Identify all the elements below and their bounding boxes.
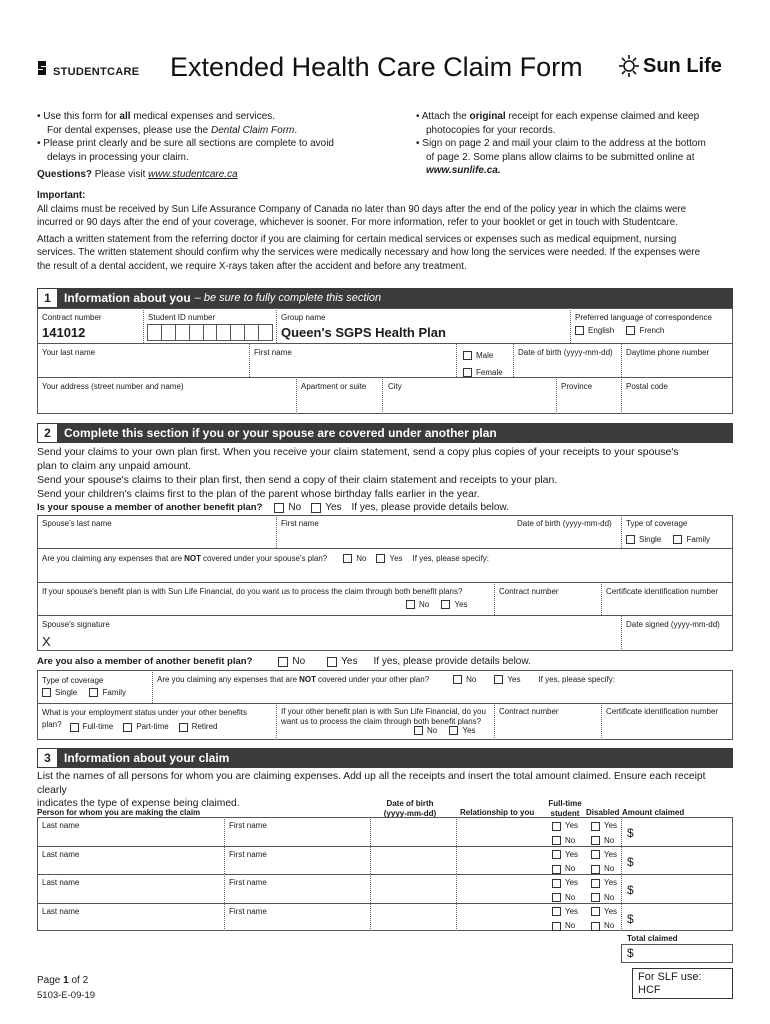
- row-ft-yes[interactable]: Yes: [552, 877, 578, 889]
- spouse-sig-label: Spouse's signature: [42, 620, 110, 629]
- other-family-checkbox[interactable]: Family: [89, 688, 126, 697]
- spouse-plan-no[interactable]: No: [274, 502, 301, 513]
- other-single-checkbox[interactable]: Single: [42, 688, 77, 697]
- row-ft-no[interactable]: No: [552, 920, 575, 932]
- spouse-family-checkbox[interactable]: Family: [673, 535, 710, 544]
- form-code: 5103-E-09-19: [37, 990, 96, 1001]
- contract-number-value[interactable]: 141012: [42, 325, 86, 340]
- other-sunlife-options: [414, 726, 486, 737]
- sun-icon: [618, 54, 640, 78]
- form-title: Extended Health Care Claim Form: [170, 52, 583, 82]
- sunlife-logo-text: Sun Life: [643, 54, 722, 77]
- important-label: Important:: [37, 190, 86, 201]
- full-time-checkbox[interactable]: Full-time: [70, 722, 114, 732]
- section-3-number: 3: [37, 748, 58, 768]
- row-first-name-label: First name: [229, 878, 267, 887]
- phone-label: Daytime phone number: [626, 348, 710, 357]
- intro-left: [37, 110, 397, 182]
- other-coverage-options: [42, 688, 136, 699]
- spouse-sunlife-yes[interactable]: Yes: [441, 600, 467, 609]
- row-first-name-label: First name: [229, 906, 267, 916]
- section-3-text-1: List the names of all persons for whom you are claiming expenses. Add up all the receipts and insert the total amount claimed. Ensure each receipt clearly: [37, 771, 706, 796]
- city-label: City: [388, 382, 402, 391]
- row-amount-currency[interactable]: $: [627, 911, 634, 926]
- spouse-sunlife-no[interactable]: No: [406, 600, 429, 609]
- postal-label: Postal code: [626, 382, 668, 391]
- section-2-number: 2: [37, 423, 58, 443]
- spouse-sig-x[interactable]: X: [42, 634, 51, 649]
- spouse-sunlife-q: If your spouse's benefit plan is with Sun Life Financial, do you want us to process the claim through both benefit plans?: [42, 587, 463, 596]
- row-amount-currency[interactable]: $: [627, 826, 634, 840]
- language-options: [575, 326, 674, 337]
- section-2-text-3: Send your spouse's claims to their plan first, then send a copy of their claim statement and receipts to your plan.: [37, 474, 558, 486]
- col-ft-header: Full-time student: [548, 799, 582, 818]
- intro-right-bullet-2: • Sign on page 2 and mail your claim to the address at the bottom: [416, 138, 706, 149]
- spouse-coverage-options: [626, 535, 720, 546]
- spouse-not-covered-no[interactable]: No: [343, 554, 366, 563]
- row-last-name-label: Last name: [42, 906, 80, 916]
- other-sunlife-yes[interactable]: Yes: [449, 726, 475, 735]
- intro-bullet-2: • Please print clearly and be sure all sections are complete to avoid: [37, 138, 334, 149]
- section-3-title: Information about your claim: [64, 751, 230, 765]
- row-first-name-label: First name: [229, 849, 267, 859]
- questions-line: Questions? Please visit www.studentcare.ca: [37, 169, 238, 180]
- slf-use-box: [632, 968, 733, 999]
- lang-french-checkbox[interactable]: French: [626, 326, 664, 335]
- section-1-title: Information about you: [64, 291, 191, 305]
- spouse-first-label: First name: [281, 519, 319, 528]
- section-1-subtitle: – be sure to fully complete this section: [194, 292, 382, 304]
- spouse-coverage-label: Type of coverage: [626, 519, 688, 528]
- row-dis-yes[interactable]: Yes: [591, 820, 617, 832]
- section-1-form: [37, 308, 733, 414]
- spouse-plan-yes[interactable]: Yes: [311, 502, 341, 513]
- important-block: [37, 189, 737, 273]
- student-id-label: Student ID number: [148, 313, 216, 322]
- other-not-covered-yes[interactable]: Yes: [494, 675, 520, 684]
- spouse-plan-question-text: Is your spouse a member of another benefit plan?: [37, 502, 263, 513]
- row-amount-currency[interactable]: $: [627, 854, 634, 869]
- page-number: Page 1 of 2: [37, 975, 89, 986]
- col-dob-header: Date of birth (yyyy-mm-dd): [383, 799, 437, 818]
- dob-label: Date of birth (yyyy-mm-dd): [518, 348, 613, 357]
- studentcare-link[interactable]: www.studentcare.ca: [148, 169, 238, 180]
- important-text-4: services. The written statement should confirm why the services were medically necessary and how long the services were needed. If the expenses were: [37, 247, 701, 258]
- spouse-dob-label: Date of birth (yyyy-mm-dd): [517, 519, 612, 528]
- spouse-plan-question: [37, 502, 509, 513]
- you-plan-no[interactable]: No: [278, 656, 305, 667]
- row-dis-options: [591, 906, 627, 935]
- total-claimed-label: Total claimed: [627, 934, 678, 943]
- total-currency: $: [627, 946, 634, 960]
- section-2-header: [37, 423, 733, 443]
- row-ft-no[interactable]: No: [552, 835, 575, 847]
- section-3-text-2: indicates the type of expense being claimed.: [37, 798, 240, 809]
- you-plan-if-yes: If yes, please provide details below.: [373, 656, 531, 667]
- last-name-label: Your last name: [42, 348, 96, 357]
- row-dis-yes[interactable]: Yes: [591, 849, 617, 861]
- row-ft-options: [552, 906, 588, 935]
- section-1-number: 1: [37, 288, 58, 308]
- section-2-title: Complete this section if you or your spouse are covered under another plan: [64, 426, 497, 440]
- apt-label: Apartment or suite: [301, 382, 367, 391]
- row-ft-yes[interactable]: Yes: [552, 849, 578, 861]
- other-coverage-label: Type of coverage: [42, 676, 104, 685]
- spouse-cert-label: Certificate identification number: [606, 587, 719, 596]
- section-2-text: [37, 445, 737, 501]
- date-signed-label: Date signed (yyyy-mm-dd): [626, 620, 720, 629]
- you-plan-question: [37, 656, 531, 667]
- section-2-text-4: Send your children's claims first to the plan of the parent whose birthday falls earlier in the year.: [37, 488, 480, 500]
- contract-number-label: Contract number: [42, 313, 102, 322]
- col-disabled-header: Disabled: [586, 808, 620, 817]
- row-ft-no[interactable]: No: [552, 863, 575, 875]
- spouse-sunlife-options: [406, 600, 478, 611]
- studentcare-logo-text: STUDENTCARE: [53, 66, 140, 78]
- intro-bullet-1: • Use this form for all medical expenses and services.: [37, 111, 276, 122]
- slf-use-label: For SLF use:: [638, 971, 702, 983]
- row-ft-yes[interactable]: Yes: [552, 820, 578, 832]
- intro-bullet-1b: For dental expenses, please use the Dental Claim Form.: [47, 124, 298, 136]
- spouse-not-covered-yes[interactable]: Yes: [376, 554, 402, 563]
- row-ft-yes[interactable]: Yes: [552, 906, 578, 918]
- intro-bullet-2b: delays in processing your claim.: [47, 151, 189, 163]
- employment-q: What is your employment status under your other benefits plan? Full-time Part-time Retired: [42, 708, 247, 731]
- intro-right-bullet-2b: of page 2. Some plans allow claims to be submitted online at: [426, 151, 695, 163]
- retired-checkbox[interactable]: Retired: [179, 722, 218, 732]
- other-sunlife-no[interactable]: No: [414, 726, 437, 735]
- other-not-covered-q: Are you claiming any expenses that are NOT covered under your other plan? No Yes If yes, please specify:: [157, 675, 615, 684]
- address-label: Your address (street number and name): [42, 382, 184, 391]
- important-text-5: the result of a dental accident, we require X-rays taken after the accident and before any treatment.: [37, 260, 467, 272]
- male-checkbox[interactable]: Male: [463, 348, 493, 363]
- row-dis-no[interactable]: No: [591, 863, 614, 875]
- section-2-text-1: Send your claims to your own plan first. When you receive your claim statement, send a copy plus copies of your receipts to your spouse's: [37, 446, 679, 458]
- sunlife-link[interactable]: www.sunlife.ca.: [426, 165, 501, 176]
- intro-right-bullet-1b: photocopies for your records.: [426, 124, 556, 136]
- row-amount-currency[interactable]: $: [627, 883, 634, 897]
- row-first-name-label: First name: [229, 821, 267, 830]
- first-name-label: First name: [254, 348, 292, 357]
- col-person-header: Person for whom you are making the claim: [37, 808, 201, 817]
- female-checkbox[interactable]: Female: [463, 365, 503, 380]
- part-time-checkbox[interactable]: Part-time: [123, 722, 168, 732]
- gender-options: [463, 348, 513, 382]
- you-plan-yes[interactable]: Yes: [327, 656, 357, 667]
- language-label: Preferred language of correspondence: [575, 313, 712, 322]
- row-last-name-label: Last name: [42, 821, 80, 830]
- other-contract-label: Contract number: [499, 707, 559, 716]
- row-dis-no[interactable]: No: [591, 892, 614, 904]
- row-last-name-label: Last name: [42, 849, 80, 859]
- total-claimed-field[interactable]: [621, 944, 733, 963]
- section-1-header: [37, 288, 733, 308]
- other-sunlife-q: If your other benefit plan is with Sun Life Financial, do you want us to process the claim through both benefit plans?: [281, 707, 487, 726]
- spouse-not-covered-q: Are you claiming any expenses that are NOT covered under your spouse's plan? No Yes If yes, please specify:: [42, 554, 490, 563]
- intro-right-bullet-1: • Attach the original receipt for each expense claimed and keep: [416, 111, 700, 122]
- row-last-name-label: Last name: [42, 878, 80, 887]
- section-2-text-2: plan to claim any unpaid amount.: [37, 460, 192, 472]
- lang-english-checkbox[interactable]: English: [575, 326, 614, 335]
- row-dis-no[interactable]: No: [591, 835, 614, 847]
- group-name-label: Group name: [281, 313, 326, 322]
- spouse-contract-label: Contract number: [499, 587, 559, 596]
- col-relationship-header: Relationship to you: [460, 808, 535, 817]
- spouse-plan-if-yes: If yes, please provide details below.: [351, 502, 509, 513]
- slf-use-code: HCF: [638, 984, 661, 996]
- province-label: Province: [561, 382, 593, 391]
- studentcare-logo: [37, 58, 139, 78]
- you-plan-question-text: Are you also a member of another benefit plan?: [37, 656, 253, 667]
- section-3-header: [37, 748, 733, 768]
- other-not-covered-no[interactable]: No: [453, 675, 476, 684]
- group-name-value[interactable]: Queen's SGPS Health Plan: [281, 325, 446, 340]
- important-text-1: All claims must be received by Sun Life Assurance Company of Canada no later than 90 days after the end of the policy year in which the claims were: [37, 203, 687, 215]
- row-dis-yes[interactable]: Yes: [591, 877, 617, 889]
- sunlife-logo: [618, 54, 722, 78]
- col-amount-header: Amount claimed: [622, 808, 685, 817]
- other-cert-label: Certificate identification number: [606, 707, 719, 716]
- important-text-3: Attach a written statement from the referring doctor if you are claiming for certain medical services or expenses such as medical equipment, nursing: [37, 233, 677, 245]
- studentcare-logo-icon: [37, 59, 51, 77]
- spouse-single-checkbox[interactable]: Single: [626, 535, 661, 544]
- important-text-2: incurred or 90 days after the end of your coverage, whichever is sooner. For more information, refer to your booklet or get in touch with Studentcare.: [37, 217, 678, 228]
- row-dis-no[interactable]: No: [591, 920, 614, 932]
- row-dis-yes[interactable]: Yes: [591, 906, 617, 918]
- student-id-input[interactable]: [147, 324, 273, 341]
- intro-right: [416, 110, 736, 178]
- row-ft-no[interactable]: No: [552, 892, 575, 904]
- spouse-last-label: Spouse's last name: [42, 519, 112, 528]
